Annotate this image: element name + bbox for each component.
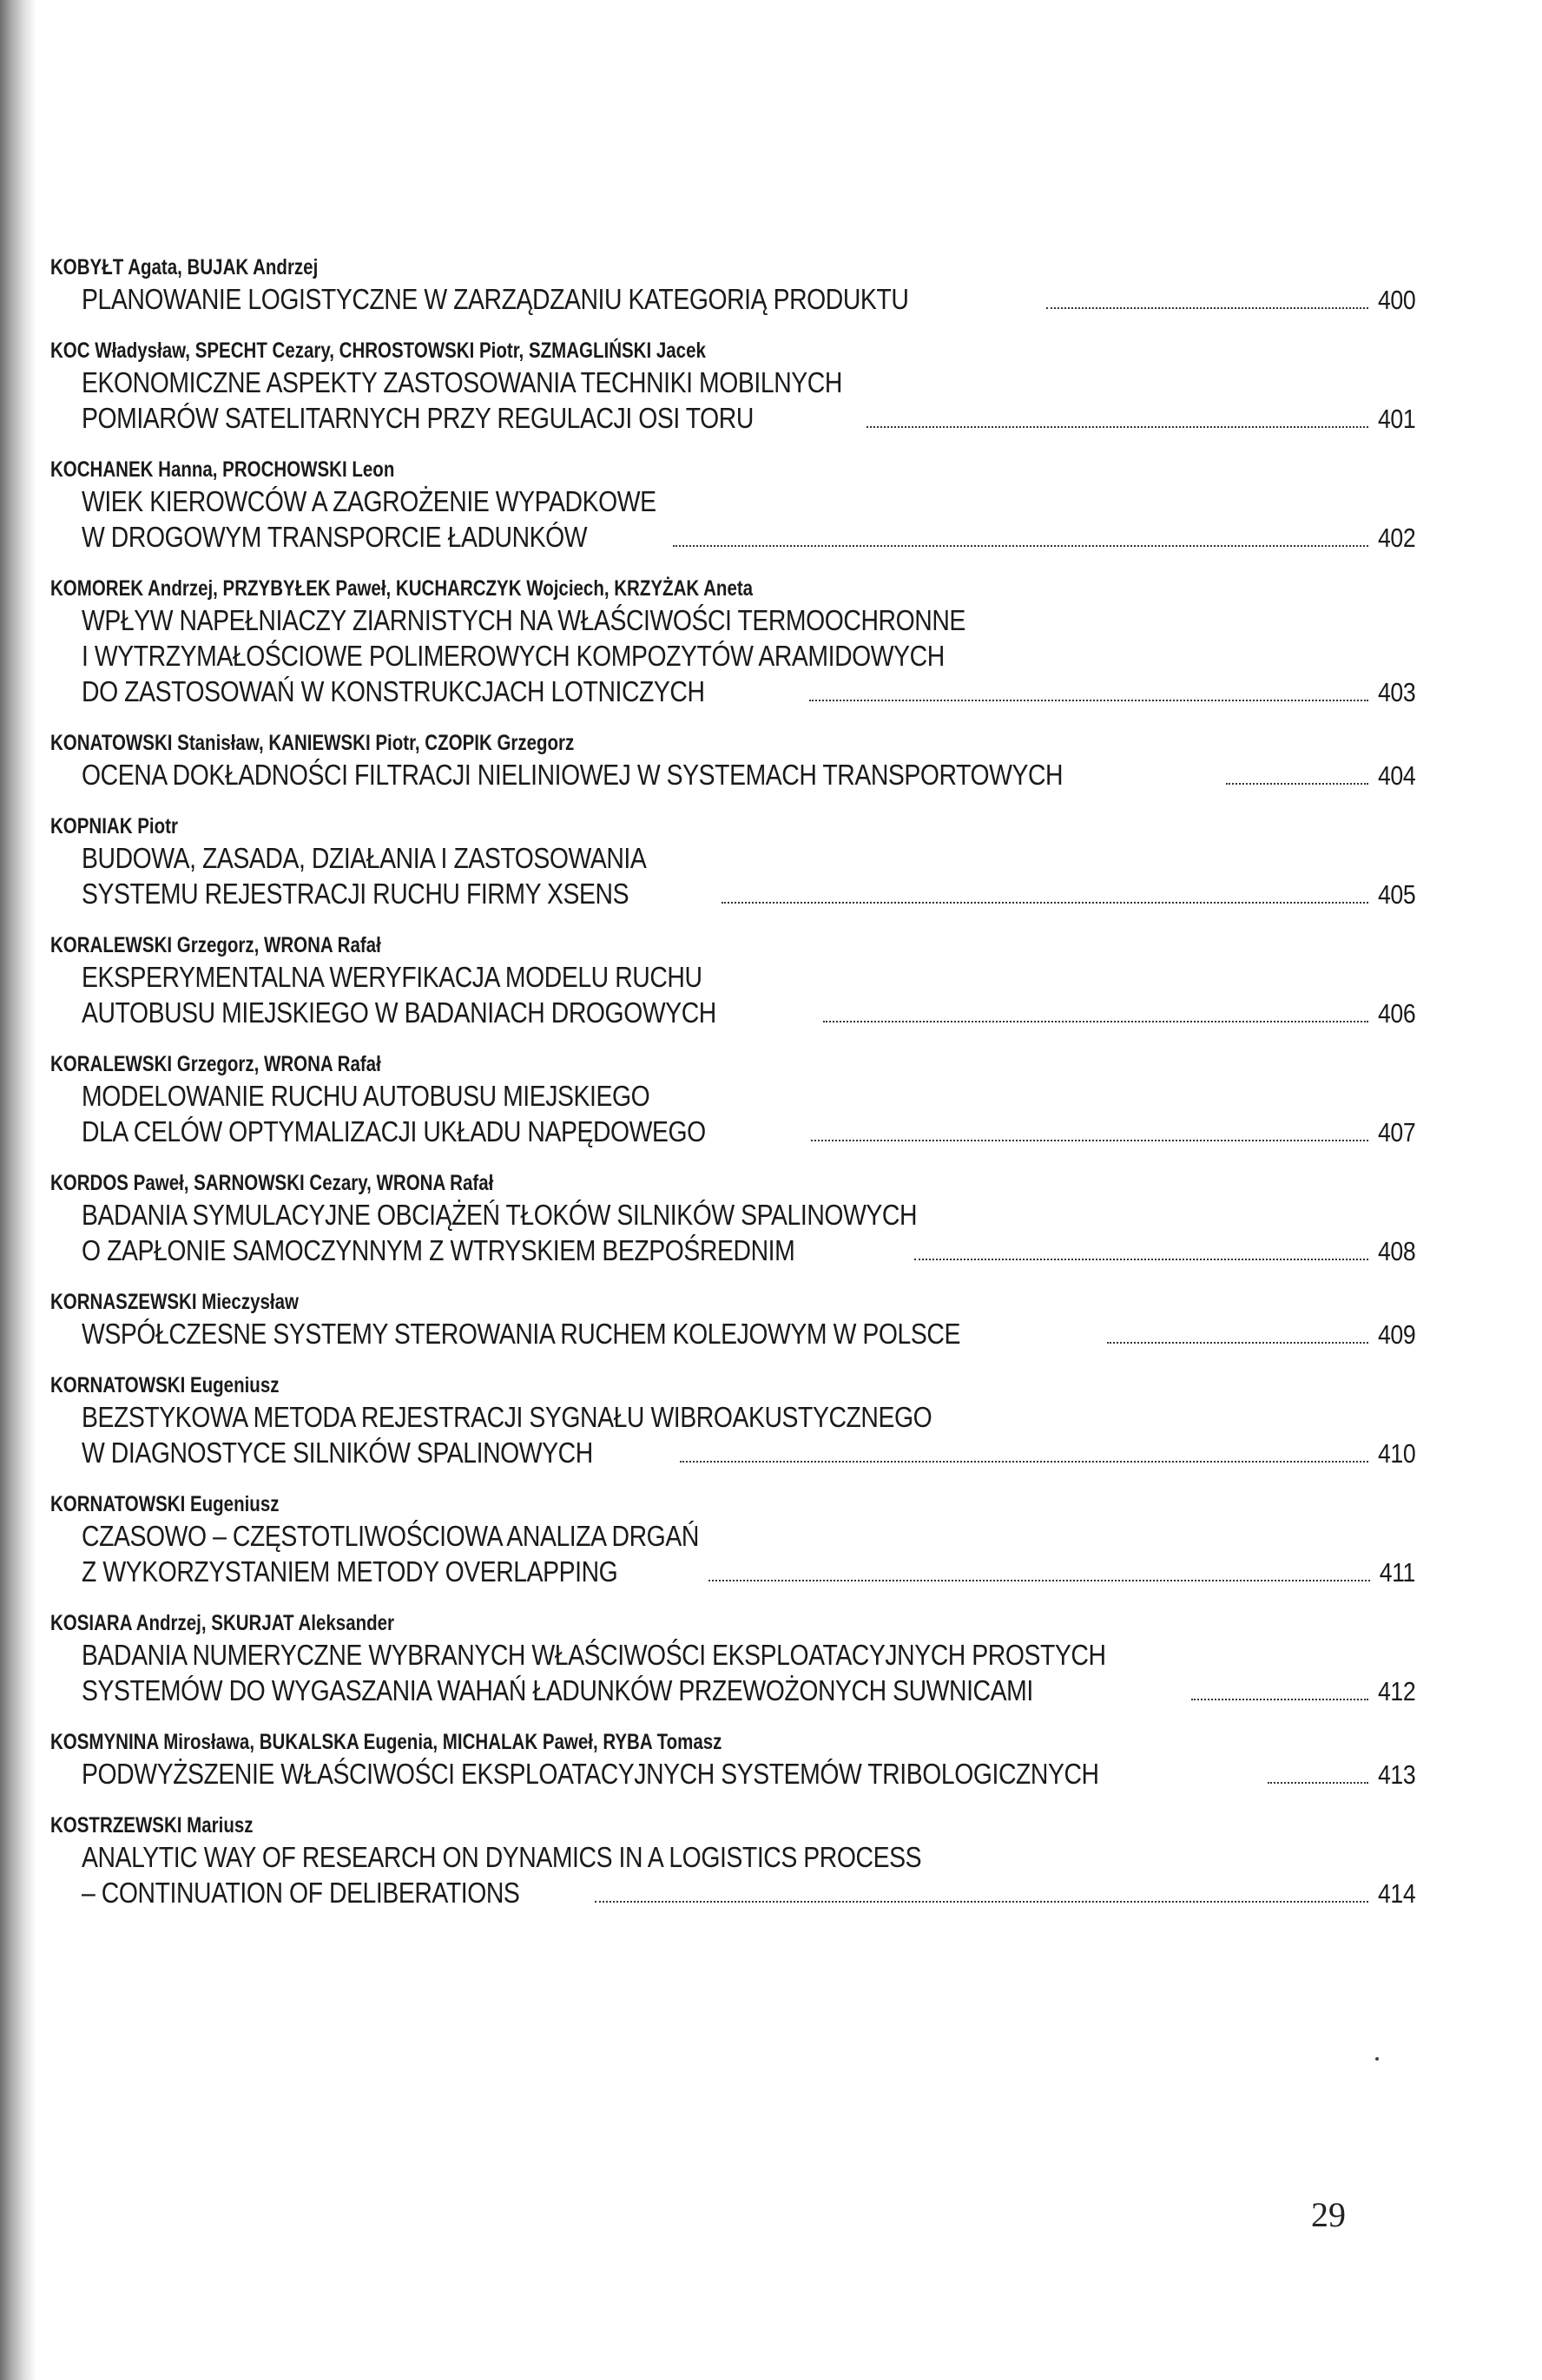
entry-authors: KOBYŁT Agata, BUJAK Andrzej [50,255,319,279]
toc-entry [50,729,1415,793]
dot-leader [722,901,1368,904]
entry-title-text: – CONTINUATION OF DELIBERATIONS [82,1877,520,1909]
entry-title-text: DO ZASTOSOWAŃ W KONSTRUKCJACH LOTNICZYCH [82,675,705,707]
dot-leader [811,1139,1368,1141]
entry-page-number: 409 [1377,1319,1415,1350]
dot-leader [867,425,1368,428]
entry-page-number: 413 [1377,1759,1415,1790]
entry-title-line [82,519,1415,556]
entry-authors: KOC Władysław, SPECHT Cezary, CHROSTOWSKI Piotr, SZMAGLIŃSKI Jacek [50,339,706,363]
entry-title-text: O ZAPŁONIE SAMOCZYNNYM Z WTRYSKIEM BEZPOŚREDNIM [82,1234,795,1266]
entry-title-text: EKSPERYMENTALNA WERYFIKACJA MODELU RUCHU [82,961,702,993]
entry-page-number: 412 [1377,1676,1415,1706]
entry-title-text: BUDOWA, ZASADA, DZIAŁANIA I ZASTOSOWANIA [82,842,647,874]
entry-authors: KOSMYNINA Mirosława, BUKALSKA Eugenia, MICHALAK Paweł, RYBA Tomasz [50,1730,722,1754]
entry-authors: KONATOWSKI Stanisław, KANIEWSKI Piotr, CZOPIK Grzegorz [50,731,575,755]
toc-entry [50,1728,1415,1792]
dot-leader [809,699,1367,701]
dot-leader [1107,1341,1368,1344]
entry-page-number: 406 [1377,998,1415,1029]
entry-title-line [82,638,1415,674]
entry-title-text: SYSTEMU REJESTRACJI RUCHU FIRMY XSENS [82,878,629,910]
entry-title-line [82,674,1415,710]
entry-page-number: 403 [1377,677,1415,707]
entry-title-line [82,1756,1415,1792]
dot-leader [1226,782,1368,785]
toc-entry [50,456,1415,556]
toc-entry [50,1609,1415,1709]
toc-entry [50,337,1415,437]
toc-entry [50,1169,1415,1269]
page-number: 29 [1311,2195,1346,2234]
entry-title-text: W DROGOWYM TRANSPORCIE ŁADUNKÓW [82,521,588,553]
entry-title-line [82,1399,1415,1435]
scan-shadow-edge [0,0,36,2380]
entry-title-text: BADANIA SYMULACYJNE OBCIĄŻEŃ TŁOKÓW SILNIKÓW SPALINOWYCH [82,1199,918,1231]
toc-entry [50,1811,1415,1911]
entry-title-line [82,1637,1415,1673]
entry-page-number: 410 [1377,1438,1415,1469]
entry-authors: KORNATOWSKI Eugeniusz [50,1373,280,1397]
toc-entry [50,253,1415,318]
entry-title-text: W DIAGNOSTYCE SILNIKÓW SPALINOWYCH [82,1437,593,1469]
entry-authors: KORALEWSKI Grzegorz, WRONA Rafał [50,933,381,957]
entry-title-line [82,1673,1415,1709]
entry-title-line [82,1078,1415,1114]
entry-authors: KOCHANEK Hanna, PROCHOWSKI Leon [50,457,395,482]
entry-page-number: 402 [1377,523,1415,553]
entry-title-line [82,1316,1415,1352]
entry-title-text: ANALYTIC WAY OF RESEARCH ON DYNAMICS IN A LOGISTICS PROCESS [82,1841,922,1873]
entry-title-line [82,1554,1415,1590]
dot-leader [680,1460,1368,1463]
table-of-contents [50,253,1415,1930]
entry-title-line [82,959,1415,995]
entry-authors: KORNASZEWSKI Mieczysław [50,1290,299,1314]
dot-leader [1268,1781,1367,1784]
entry-page-number: 407 [1377,1117,1415,1147]
entry-authors: KOMOREK Andrzej, PRZYBYŁEK Paweł, KUCHARCZYK Wojciech, KRZYŻAK Aneta [50,576,754,601]
dot-leader [914,1258,1368,1260]
entry-title-line [82,1839,1415,1875]
dot-leader [1046,306,1367,309]
toc-entry [50,1371,1415,1471]
entry-authors: KOSTRZEWSKI Mariusz [50,1813,254,1838]
toc-entry [50,812,1415,912]
entry-title-line [82,995,1415,1031]
entry-page-number: 414 [1377,1878,1415,1909]
entry-title-text: DLA CELÓW OPTYMALIZACJI UKŁADU NAPĘDOWEGO [82,1115,706,1147]
entry-title-line [82,365,1415,400]
entry-title-line [82,1114,1415,1150]
entry-title-text: BADANIA NUMERYCZNE WYBRANYCH WŁAŚCIWOŚCI EKSPLOATACYJNYCH PROSTYCH [82,1639,1106,1671]
toc-entry [50,931,1415,1031]
entry-title-text: POMIARÓW SATELITARNYCH PRZY REGULACJI OSI TORU [82,402,754,434]
entry-page-number: 411 [1379,1557,1415,1588]
entry-title-text: EKONOMICZNE ASPEKTY ZASTOSOWANIA TECHNIKI MOBILNYCH [82,366,842,398]
entry-title-line [82,1233,1415,1269]
entry-title-line [82,1435,1415,1471]
entry-title-line [82,281,1415,318]
toc-entry [50,1490,1415,1590]
entry-authors: KOSIARA Andrzej, SKURJAT Aleksander [50,1611,395,1635]
entry-title-line [82,757,1415,793]
dot-leader [595,1900,1368,1903]
entry-title-text: PLANOWANIE LOGISTYCZNE W ZARZĄDZANIU KATEGORIĄ PRODUKTU [82,283,909,315]
entry-authors: KORDOS Paweł, SARNOWSKI Cezary, WRONA Rafał [50,1171,494,1195]
entry-title-line [82,840,1415,876]
entry-page-number: 408 [1377,1236,1415,1266]
entry-authors: KOPNIAK Piotr [50,814,178,838]
entry-title-text: BEZSTYKOWA METODA REJESTRACJI SYGNAŁU WIBROAKUSTYCZNEGO [82,1401,932,1433]
entry-page-number: 404 [1377,760,1415,791]
entry-page-number: 400 [1377,285,1415,315]
dot-leader [823,1020,1368,1022]
entry-authors: KORALEWSKI Grzegorz, WRONA Rafał [50,1052,381,1076]
entry-title-line [82,602,1415,638]
toc-entry [50,1050,1415,1150]
entry-title-text: Z WYKORZYSTANIEM METODY OVERLAPPING [82,1555,618,1588]
entry-title-text: AUTOBUSU MIEJSKIEGO W BADANIACH DROGOWYCH [82,996,716,1029]
entry-page-number: 401 [1377,404,1415,434]
dot-leader [708,1579,1370,1581]
entry-title-text: WPŁYW NAPEŁNIACZY ZIARNISTYCH NA WŁAŚCIWOŚCI TERMOOCHRONNE [82,604,965,636]
entry-title-text: PODWYŻSZENIE WŁAŚCIWOŚCI EKSPLOATACYJNYCH SYSTEMÓW TRIBOLOGICZNYCH [82,1758,1099,1790]
entry-title-text: WIEK KIEROWCÓW A ZAGROŻENIE WYPADKOWE [82,485,656,517]
toc-entry [50,1288,1415,1352]
entry-title-line [82,483,1415,519]
entry-title-line [82,400,1415,437]
entry-title-text: CZASOWO – CZĘSTOTLIWOŚCIOWA ANALIZA DRGAŃ [82,1520,699,1552]
entry-title-line [82,1518,1415,1554]
entry-title-text: SYSTEMÓW DO WYGASZANIA WAHAŃ ŁADUNKÓW PRZEWOŻONYCH SUWNICAMI [82,1674,1033,1706]
entry-title-text: I WYTRZYMAŁOŚCIOWE POLIMEROWYCH KOMPOZYTÓW ARAMIDOWYCH [82,640,945,672]
entry-title-line [82,1197,1415,1233]
entry-page-number: 405 [1377,879,1415,910]
entry-title-text: MODELOWANIE RUCHU AUTOBUSU MIEJSKIEGO [82,1080,650,1112]
dot-leader [673,544,1368,547]
entry-title-line [82,876,1415,912]
dot-leader [1191,1698,1368,1700]
toc-entry [50,575,1415,710]
entry-title-line [82,1875,1415,1911]
entry-title-text: OCENA DOKŁADNOŚCI FILTRACJI NIELINIOWEJ W SYSTEMACH TRANSPORTOWYCH [82,759,1064,791]
entry-title-text: WSPÓŁCZESNE SYSTEMY STEROWANIA RUCHEM KOLEJOWYM W POLSCE [82,1318,960,1350]
scan-speck [1375,2057,1379,2061]
entry-authors: KORNATOWSKI Eugeniusz [50,1492,280,1516]
